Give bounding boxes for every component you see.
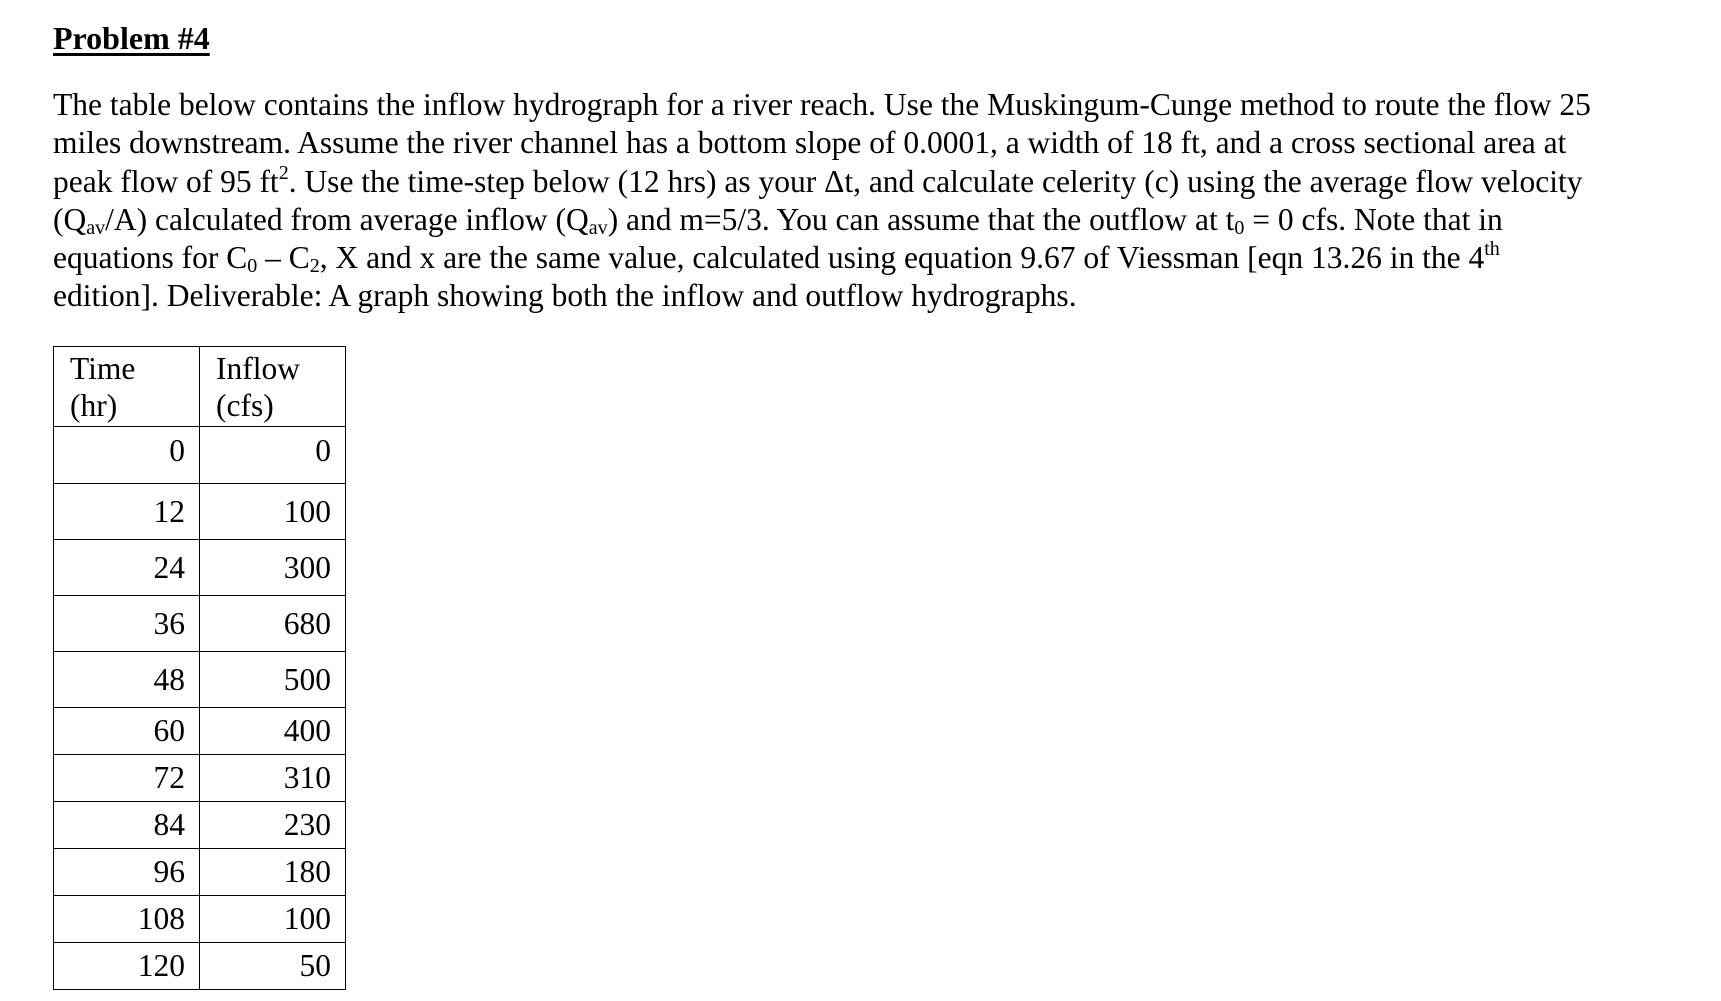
text: The table below contains the inflow hydrograph for a river reach. Use the Muskingum-Cunge method to route the flow 25 — [53, 87, 1591, 122]
table-row — [54, 849, 346, 896]
table-row — [54, 484, 346, 540]
table-row — [54, 596, 346, 652]
time-value: 0 — [169, 433, 185, 468]
statement-line — [53, 277, 1693, 315]
inflow-cell: 100 — [200, 896, 346, 943]
inflow-cell: 300 — [200, 540, 346, 596]
time-cell: 120 — [54, 943, 200, 990]
inflow-cell: 310 — [200, 755, 346, 802]
table-row — [54, 802, 346, 849]
statement-line — [53, 163, 1693, 201]
time-cell: 96 — [54, 849, 200, 896]
table-row — [54, 540, 346, 596]
subscript: av — [86, 216, 106, 239]
inflow-cell: 50 — [200, 943, 346, 990]
text: edition]. Deliverable: A graph showing both the inflow and outflow hydrographs. — [53, 278, 1077, 314]
subscript: 0 — [1234, 216, 1245, 239]
text: ) and m=5/3. You can assume that the outflow at t — [607, 201, 1235, 237]
statement-line — [53, 124, 1693, 162]
time-cell: 84 — [54, 802, 200, 849]
subscript: 0 — [247, 255, 258, 278]
header-time-label: Time (hr) — [70, 351, 136, 423]
statement-line — [53, 201, 1693, 239]
text: equations for C — [53, 240, 248, 276]
text: – C — [257, 240, 310, 276]
inflow-cell: 180 — [200, 849, 346, 896]
table-row — [54, 943, 346, 990]
text: , X and x are the same value, calculated using equation 9.67 of Viessman [eqn 13.26 in the 4 — [319, 240, 1485, 276]
statement-line — [53, 86, 1693, 124]
text: /A) calculated from average inflow (Q — [105, 201, 589, 237]
time-cell — [54, 427, 200, 484]
time-cell: 72 — [54, 755, 200, 802]
inflow-cell — [200, 427, 346, 484]
statement-line — [53, 239, 1693, 277]
table-row — [54, 652, 346, 708]
text: . Use the time-step below (12 hrs) as your Δt, and calculate celerity (c) using the average flow velocity — [288, 163, 1583, 199]
superscript: 2 — [278, 161, 289, 184]
inflow-cell: 100 — [200, 484, 346, 540]
superscript: th — [1484, 238, 1500, 261]
header-cell-inflow — [200, 347, 346, 427]
time-cell: 12 — [54, 484, 200, 540]
text: miles downstream. Assume the river channel has a bottom slope of 0.0001, a width of 18 ft, and a cross sectional area at — [53, 125, 1567, 161]
table-row — [54, 755, 346, 802]
problem-title: Problem #4 — [53, 20, 210, 56]
text: (Q — [53, 201, 87, 237]
subscript: av — [588, 216, 608, 239]
table-row — [54, 708, 346, 755]
text: peak flow of 95 ft — [53, 163, 279, 199]
table-row — [54, 896, 346, 943]
problem-statement — [53, 86, 1693, 316]
table-row — [54, 427, 346, 484]
inflow-cell: 400 — [200, 708, 346, 755]
time-cell: 60 — [54, 708, 200, 755]
table-header-row — [54, 347, 346, 427]
text: = 0 cfs. Note that in — [1244, 201, 1503, 237]
time-cell: 48 — [54, 652, 200, 708]
time-cell: 24 — [54, 540, 200, 596]
inflow-cell: 500 — [200, 652, 346, 708]
inflow-cell: 680 — [200, 596, 346, 652]
time-cell: 36 — [54, 596, 200, 652]
time-cell: 108 — [54, 896, 200, 943]
inflow-cell: 230 — [200, 802, 346, 849]
inflow-hydrograph-table — [53, 346, 346, 990]
subscript: 2 — [309, 255, 320, 278]
header-cell-time — [54, 347, 200, 427]
inflow-value: 0 — [315, 433, 331, 468]
header-inflow-label: Inflow (cfs) — [216, 351, 300, 423]
